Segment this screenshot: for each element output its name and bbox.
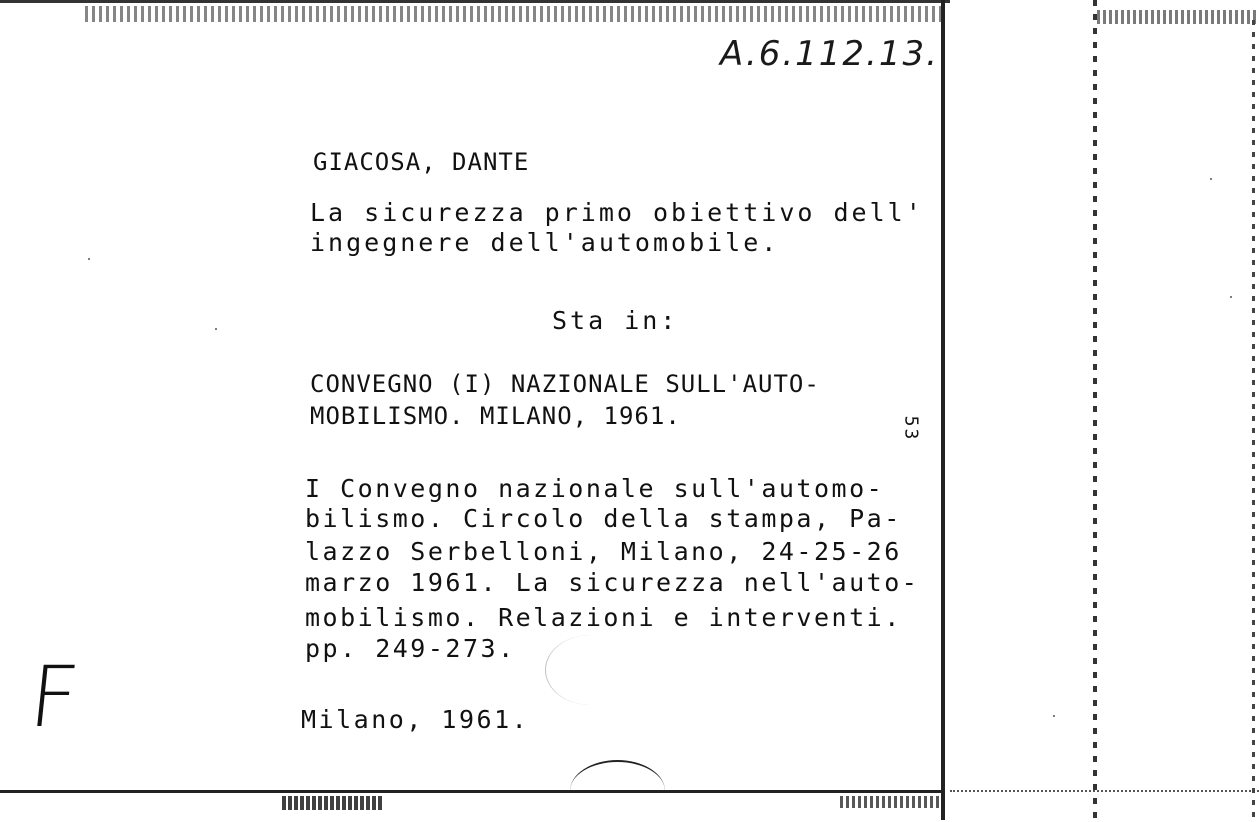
note-line: mobilismo. Relazioni e interventi. — [305, 603, 902, 632]
bottom-smudge — [282, 796, 382, 810]
punch-hole-mark — [545, 635, 636, 705]
bottom-arc-mark — [570, 760, 665, 822]
margin-letter: F — [24, 648, 84, 746]
note-line: marzo 1961. La sicurezza nell'auto- — [305, 568, 920, 597]
card-bottom-edge — [0, 790, 945, 793]
card-top-edge — [0, 0, 950, 3]
shelfmark: A.6.112.13. — [720, 34, 939, 74]
title-line: ingegnere dell'automobile. — [310, 228, 780, 257]
scan-speck — [215, 328, 217, 330]
bottom-dotted-line — [950, 790, 1259, 792]
author-heading: GIACOSA, DANTE — [313, 148, 530, 176]
note-line: bilismo. Circolo della stampa, Pa- — [305, 504, 902, 533]
note-line: I Convegno nazionale sull'automo- — [305, 474, 885, 503]
host-item-line: MOBILISMO. MILANO, 1961. — [310, 402, 681, 430]
place-date: Milano, 1961. — [301, 705, 530, 734]
side-number: 53 — [900, 415, 922, 442]
scan-speck — [1230, 296, 1232, 298]
scan-speck — [1210, 178, 1212, 180]
neighbor-card-top-strip — [1097, 10, 1259, 24]
bottom-smudge-right — [840, 796, 940, 808]
host-item-line: CONVEGNO (I) NAZIONALE SULL'AUTO- — [310, 370, 820, 398]
neighbor-card-right-edge — [1252, 20, 1255, 820]
card-right-edge — [941, 0, 945, 820]
title-line: La sicurezza primo obiettivo dell' — [310, 198, 924, 227]
scan-speck — [1053, 715, 1055, 717]
note-line: lazzo Serbelloni, Milano, 24-25-26 — [305, 537, 902, 566]
sta-in-label: Sta in: — [552, 306, 679, 335]
scan-speck — [88, 258, 90, 260]
note-line: pp. 249-273. — [305, 634, 516, 663]
scan-top-strip — [85, 6, 945, 22]
neighbor-card-edge — [1093, 0, 1097, 820]
